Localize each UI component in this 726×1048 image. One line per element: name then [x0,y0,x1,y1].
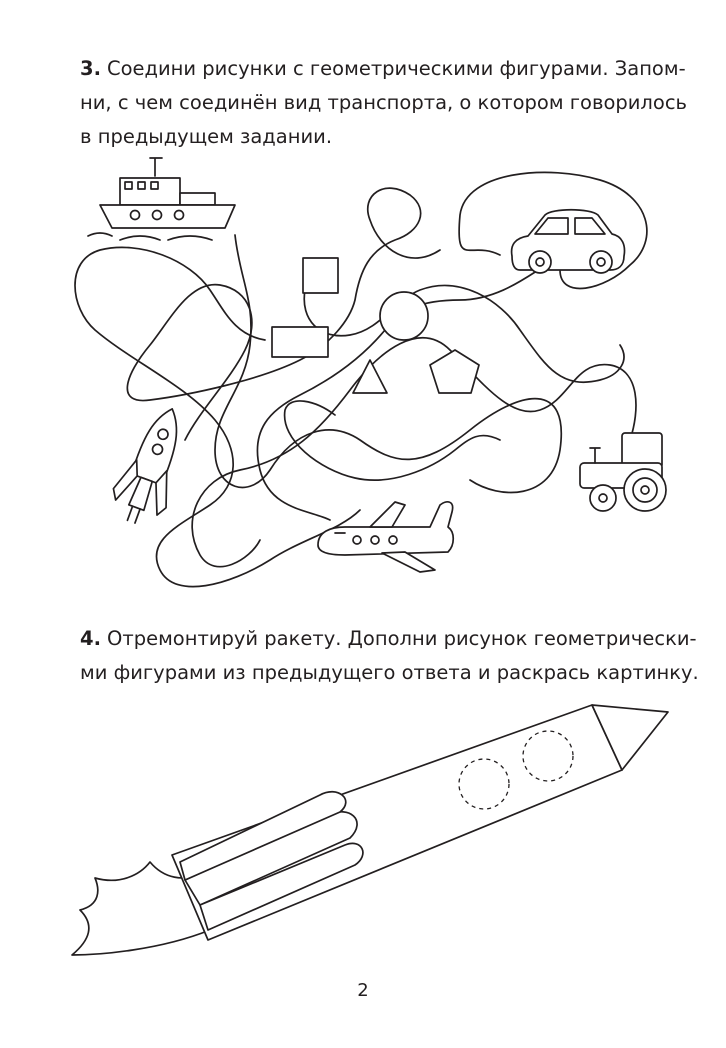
task-4-line-1: Отремонтируй ракету. Дополни рисунок геометрически- [106,627,697,650]
task-3-number: 3. [80,57,101,80]
task-4-line-2: ми фигурами из предыдущего ответа и раскрась картинку. [80,661,699,684]
task-3-line-3: в предыдущем задании. [80,125,333,148]
task-4-instruction [80,622,699,690]
ship-icon [88,158,235,240]
task-3-line-2: ни, с чем соединён вид транспорта, о котором говорилось [80,91,688,114]
airplane-icon [318,502,453,572]
tractor-icon [580,433,666,511]
task-3-line-1: Соедини рисунки с геометрическими фигурами. Запом- [106,57,686,80]
rectangle-shape [272,327,328,357]
pentagon-shape [430,350,479,393]
maze-path-plane [75,247,360,586]
big-rocket-drawing [72,705,668,955]
task-4-number: 4. [80,627,101,650]
geometric-shapes [272,258,479,393]
page-number: 2 [357,980,369,1001]
car-icon [512,210,625,273]
square-shape [303,258,338,293]
maze-path-extra-2 [285,401,500,480]
maze-path-ship [215,235,561,492]
triangle-shape [353,360,387,393]
small-rocket-icon [105,399,199,531]
circle-shape [380,292,428,340]
